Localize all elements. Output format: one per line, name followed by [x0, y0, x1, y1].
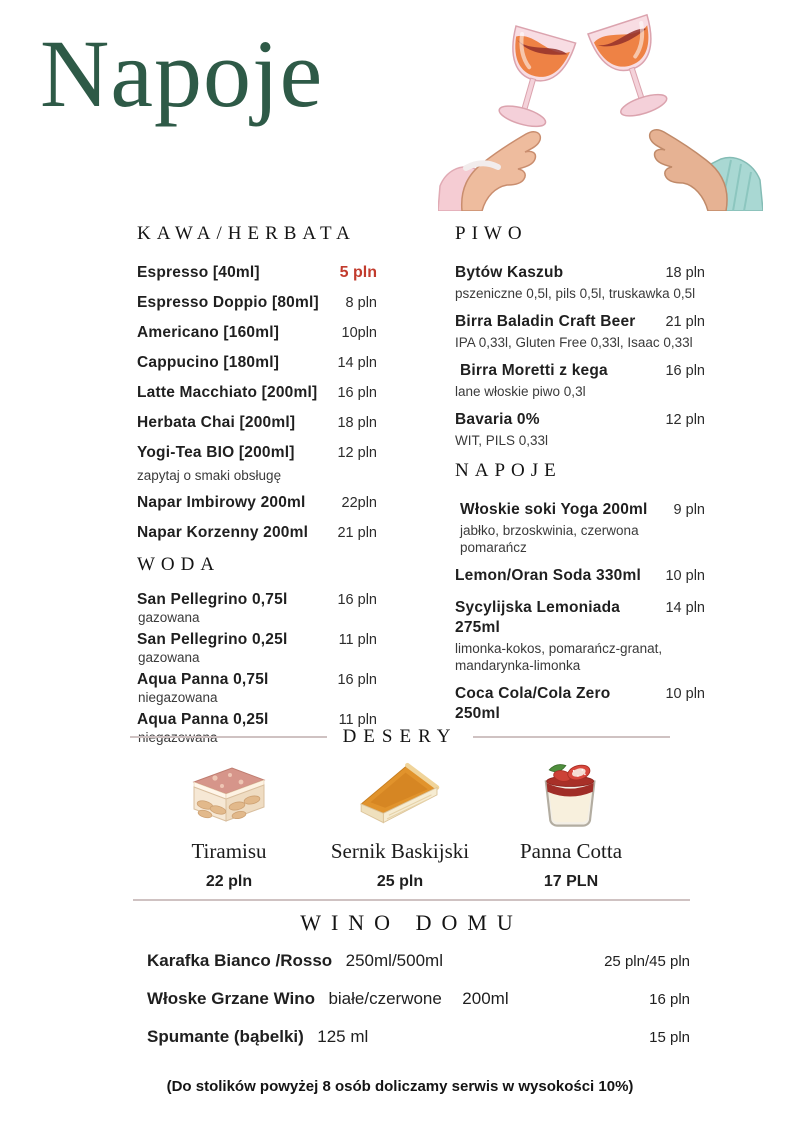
- wine-item: [133, 1026, 690, 1049]
- wine-detail: 250ml/500ml: [345, 951, 443, 970]
- item-price: 12 pln: [665, 412, 705, 428]
- item-name: Espresso [40ml]: [137, 264, 260, 281]
- wine-name: Spumante (bąbelki): [147, 1027, 304, 1046]
- wine-item: [133, 988, 690, 1011]
- dessert-name: Tiramisu: [191, 839, 267, 863]
- desery-header: [130, 726, 670, 748]
- item-name: Coca Cola/Cola Zero 250ml: [455, 685, 611, 722]
- item-price: 11 pln: [338, 712, 377, 728]
- dessert-price: 22 pln: [205, 873, 253, 890]
- menu-item: [137, 383, 377, 403]
- item-desc: gazowana: [138, 650, 200, 665]
- left-column: [137, 222, 377, 750]
- dessert-card-sernik: [315, 756, 485, 891]
- item-name: Latte Macchiato [200ml]: [137, 384, 318, 401]
- item-price: 9 pln: [673, 502, 705, 518]
- right-column: [455, 222, 705, 726]
- menu-item: [137, 670, 377, 690]
- dessert-price: 17 PLN: [543, 873, 599, 890]
- item-desc: zapytaj o smaki obsługę: [137, 468, 282, 483]
- item-desc: jabłko, brzoskwinia, czerwona pomarańcz: [460, 523, 639, 555]
- dessert-name: Sernik Baskijski: [330, 839, 470, 863]
- divider: [473, 736, 670, 738]
- menu-item: [455, 312, 705, 332]
- item-price-highlight: 5 pln: [339, 264, 377, 281]
- wine-item-label: [147, 950, 459, 973]
- menu-item: [455, 263, 705, 283]
- dessert-price: 25 pln: [376, 873, 424, 890]
- item-name: Aqua Panna 0,75l: [137, 671, 269, 688]
- menu-item: [137, 493, 377, 513]
- item-name: Aqua Panna 0,25l: [137, 711, 269, 728]
- item-price: 12 pln: [337, 445, 377, 461]
- wine-size: 200ml: [462, 989, 509, 1008]
- item-desc: pszeniczne 0,5l, pils 0,5l, truskawka 0,5l: [455, 286, 696, 301]
- item-name: Napar Korzenny 200ml: [137, 524, 309, 541]
- desery-heading: DESERY: [342, 726, 458, 747]
- menu-item: [137, 293, 377, 313]
- menu-item: [137, 263, 377, 283]
- item-desc: gazowana: [138, 610, 200, 625]
- wino-domu-heading: WINO DOMU: [300, 910, 523, 935]
- menu-item: [455, 598, 705, 638]
- item-name: San Pellegrino 0,25l: [137, 631, 288, 648]
- item-price: 22pln: [341, 495, 377, 511]
- item-name: Birra Moretti z kega: [460, 362, 608, 379]
- menu-item: [137, 413, 377, 433]
- napoje-heading: NAPOJE: [455, 460, 562, 481]
- menu-item: [455, 684, 705, 724]
- item-price: 16 pln: [337, 385, 377, 401]
- item-price: 10 pln: [665, 568, 705, 584]
- wine-detail: 125 ml: [317, 1027, 369, 1046]
- item-price: 16 pln: [337, 672, 377, 688]
- divider: [133, 899, 690, 901]
- menu-item: [455, 566, 705, 586]
- item-name: Napar Imbirowy 200ml: [137, 494, 306, 511]
- page-title: Napoje: [40, 20, 324, 127]
- piwo-heading: PIWO: [455, 223, 528, 244]
- item-price: 21 pln: [337, 525, 377, 541]
- wine-price: 15 pln: [649, 1029, 690, 1046]
- menu-item: [137, 353, 377, 373]
- wine-price: 25 pln/45 pln: [604, 953, 690, 970]
- item-price: 10pln: [341, 325, 377, 341]
- menu-item: [137, 443, 377, 463]
- item-name: Sycylijska Lemoniada 275ml: [455, 599, 621, 636]
- dessert-card-tiramisu: [144, 756, 314, 891]
- menu-item: [455, 500, 705, 520]
- desery-section: [130, 726, 670, 891]
- item-name: Espresso Doppio [80ml]: [137, 294, 319, 311]
- woda-items: [137, 590, 377, 746]
- cheers-illustration: [438, 6, 763, 211]
- wine-item: [133, 950, 690, 973]
- item-price: 10 pln: [665, 686, 705, 702]
- item-name: Lemon/Oran Soda 330ml: [455, 567, 641, 584]
- menu-item: [137, 630, 377, 650]
- item-price: 16 pln: [665, 363, 705, 379]
- wine-name: Włoske Grzane Wino: [147, 989, 315, 1008]
- item-desc: IPA 0,33l, Gluten Free 0,33l, Isaac 0,33l: [455, 335, 693, 350]
- item-name: Herbata Chai [200ml]: [137, 414, 296, 431]
- woda-heading: WODA: [137, 554, 221, 575]
- dessert-row: [130, 756, 670, 891]
- menu-item: [137, 523, 377, 543]
- footer-note: (Do stolików powyżej 8 osób doliczamy serwis w wysokości 10%): [166, 1078, 634, 1095]
- item-name: Bytów Kaszub: [455, 264, 564, 281]
- item-desc: lane włoskie piwo 0,3l: [455, 384, 586, 399]
- dessert-card-panna-cotta: [486, 756, 656, 891]
- item-price: 16 pln: [337, 592, 377, 608]
- panna-cotta-icon: [526, 756, 616, 830]
- dessert-name: Panna Cotta: [519, 839, 623, 863]
- menu-item: [455, 410, 705, 430]
- item-name: Cappucino [180ml]: [137, 354, 280, 371]
- item-price: 11 pln: [338, 632, 377, 648]
- item-name: Włoskie soki Yoga 200ml: [460, 501, 648, 518]
- wine-detail: białe/czerwone: [328, 989, 442, 1008]
- item-name: Yogi-Tea BIO [200ml]: [137, 444, 295, 461]
- wino-domu-section: [133, 910, 690, 1064]
- item-price: 18 pln: [665, 265, 705, 281]
- item-name: Americano [160ml]: [137, 324, 280, 341]
- menu-item: [455, 361, 705, 381]
- item-desc: WIT, PILS 0,33l: [455, 433, 549, 448]
- item-price: 14 pln: [665, 600, 705, 616]
- tiramisu-icon: [184, 756, 274, 830]
- divider: [130, 736, 327, 738]
- cheesecake-slice-icon: [350, 756, 450, 830]
- item-price: 21 pln: [665, 314, 705, 330]
- item-price: 8 pln: [345, 295, 377, 311]
- item-price: 18 pln: [337, 415, 377, 431]
- item-name: San Pellegrino 0,75l: [137, 591, 288, 608]
- wine-name: Karafka Bianco /Rosso: [147, 951, 333, 970]
- menu-item: [137, 590, 377, 610]
- item-name: Bavaria 0%: [455, 411, 540, 428]
- item-desc: niegazowana: [138, 690, 218, 705]
- kawa-herbata-heading: KAWA/HERBATA: [137, 223, 356, 244]
- wine-item-label: [147, 988, 509, 1011]
- menu-item: [137, 323, 377, 343]
- item-name: Birra Baladin Craft Beer: [455, 313, 636, 330]
- wine-price: 16 pln: [649, 991, 690, 1008]
- item-desc: limonka-kokos, pomarańcz-granat, mandarynka-limonka: [455, 641, 663, 673]
- wine-item-label: [147, 1026, 384, 1049]
- item-price: 14 pln: [337, 355, 377, 371]
- cheers-wine-glasses-icon: [438, 6, 763, 211]
